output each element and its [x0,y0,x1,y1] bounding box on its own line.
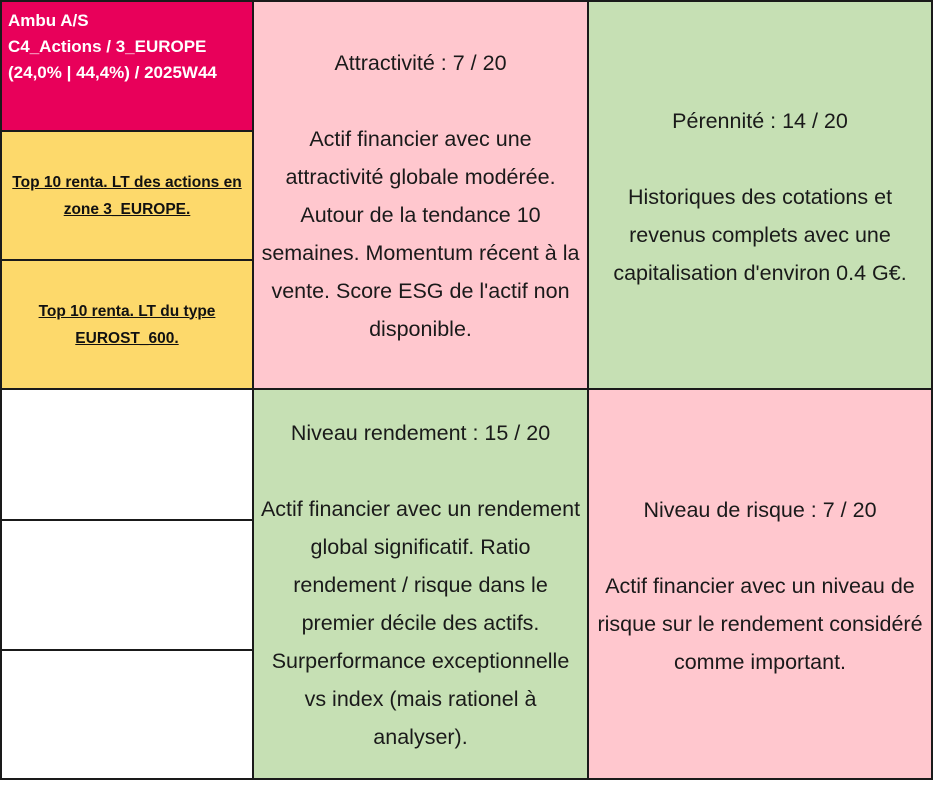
risque-heading: Niveau de risque : 7 / 20 [643,498,877,522]
empty-cell-2 [0,519,254,651]
ranking-zone-cell [0,130,254,261]
attractivite-panel [252,0,589,390]
risque-body: Actif financier avec un niveau de risque sur le rendement considéré comme important. [597,574,923,674]
rendement-heading: Niveau rendement : 15 / 20 [290,421,551,445]
attractivite-body: Actif financier avec une attractivité globale modérée. Autour de la tendance 10 semaines. Momentum récent à la vente. Score ESG de l'actif non disponible. [261,127,580,341]
ranking-zone-label: Top 10 renta. LT des actions en zone 3_EUROPE. [12,173,242,218]
rendement-body: Actif financier avec un rendement global significatif. Ratio rendement / risque dans le premier décile des actifs. Surperformance exceptionnelle vs index (mais rationel à analyser). [260,497,581,749]
empty-cell-1 [0,388,254,521]
ranking-type-label: Top 10 renta. LT du type EUROST_600. [38,302,216,347]
asset-title-cell [0,0,254,132]
rendement-panel [252,388,589,780]
asset-name: Ambu A/S [8,11,89,30]
ranking-type-cell [0,259,254,390]
perennite-heading: Pérennité : 14 / 20 [672,109,848,133]
attractivite-heading: Attractivité : 7 / 20 [334,51,507,75]
empty-cell-3 [0,649,254,780]
asset-category: C4_Actions / 3_EUROPE [8,37,207,56]
perennite-body: Historiques des cotations et revenus complets avec une capitalisation d'environ 0.4 G€. [613,185,907,285]
asset-stats: (24,0% | 44,4%) / 2025W44 [8,63,217,82]
perennite-panel [587,0,933,390]
risque-panel [587,388,933,780]
